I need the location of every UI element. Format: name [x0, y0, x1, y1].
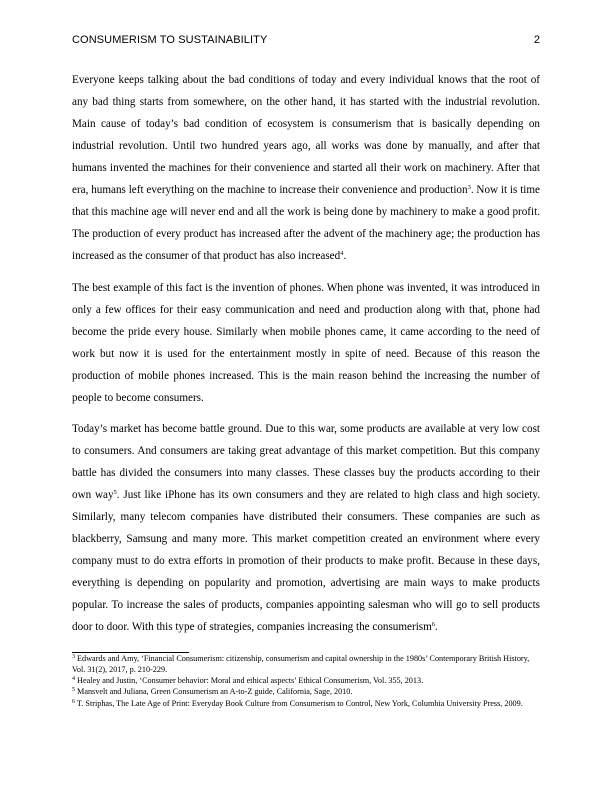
paragraph-text: .: [343, 250, 347, 262]
footnote-marker: 3: [72, 654, 75, 660]
footnote-ref[interactable]: 6: [431, 621, 436, 628]
paragraph-text: . Now it is time that this machine age will never end and all the work is being done by machinery to make a good profit. The production of every product has increased after the advent of the machinery age; the production has increased as the consumer of that product has also increased: [72, 184, 540, 262]
footnote-text: Mansvelt and Juliana, Green Consumerism an A-to-Z guide, California, Sage, 2010.: [77, 687, 353, 697]
paragraph-text: Everyone keeps talking about the bad conditions of today and every individual knows that the root of any bad thing starts from somewhere, on the other hand, it has started with the industrial revolution. Main cause of today’s bad condition of ecosystem is consumerism that is basically depending on industrial revolution. Until two hundred years ago, all works was done by manually, and after that humans invented the machines for their convenience and started all their work on machinery. After that era, humans left everything on the machine to increase their convenience and production: [72, 74, 540, 196]
footnote-ref[interactable]: 3: [467, 184, 471, 191]
body-text: [72, 69, 540, 648]
page-number: 2: [533, 34, 540, 46]
footnote-text: Healey and Justin, ‘Consumer behavior: Moral and ethical aspects’ Ethical Consumerism, Vol. 355, 2013.: [77, 676, 424, 686]
footnote: [72, 654, 540, 676]
footnote-separator: [72, 652, 189, 653]
footnote-marker: 5: [72, 687, 75, 694]
footnote-text: Edwards and Amy, ‘Financial Consumerism: citizenship, consumerism and capital ownership in the 1980s’ Contemporary British History, Vol. 31(2), 2017, p. 210-229.: [72, 654, 530, 674]
footnote-ref[interactable]: 5: [113, 489, 117, 496]
running-head-title: CONSUMERISM TO SUSTAINABILITY: [72, 34, 268, 46]
paragraph-text: Today’s market has become battle ground. Due to this war, some products are available at very low cost to consumers. And consumers are taking great advantage of this market competition. But this company battle has divided the consumers into many classes. These classes buy the products according to their own way: [72, 423, 540, 501]
footnote-text: T. Striphas, The Late Age of Print: Everyday Book Culture from Consumerism to Control, New York, Columbia University Press, 2009.: [76, 698, 523, 708]
footnote: [72, 676, 540, 687]
footnotes: [72, 654, 540, 710]
footnote-marker: 6: [72, 698, 75, 705]
paragraph-text: The best example of this fact is the invention of phones. When phone was invented, it was introduced in only a few offices for their easy communication and need and production along with that, phone had become the pride every house. Similarly when mobile phones came, it came according to the need of work but now it is used for the entertainment mostly in spite of need. Because of this reason the production of mobile phones increased. This is the main reason behind the increasing the number of people to become consumers.: [72, 281, 540, 404]
footnote: [72, 699, 540, 710]
paragraph: [72, 418, 540, 638]
paragraph-text: . Just like iPhone has its own consumers and they are related to high class and high society. Similarly, many telecom companies have distributed their consumers. These companies are such as blackberry, Samsung and many more. This market competition created an environment where every company must to do extra efforts in promotion of their products to make profit. Because in these days, everything is depending on popularity and promotion, advertising are main ways to make products popular. To increase the sales of products, companies appointing salesman who will go to sell products door to door. With this type of strategies, companies increasing the consumerism: [72, 489, 540, 633]
paragraph: [72, 277, 540, 409]
page-header: [72, 34, 540, 50]
footnote: [72, 687, 540, 698]
paragraph: [72, 69, 540, 267]
paragraph-text: .: [435, 621, 438, 633]
footnote-ref[interactable]: 4: [340, 250, 344, 257]
footnote-marker: 4: [72, 676, 75, 683]
